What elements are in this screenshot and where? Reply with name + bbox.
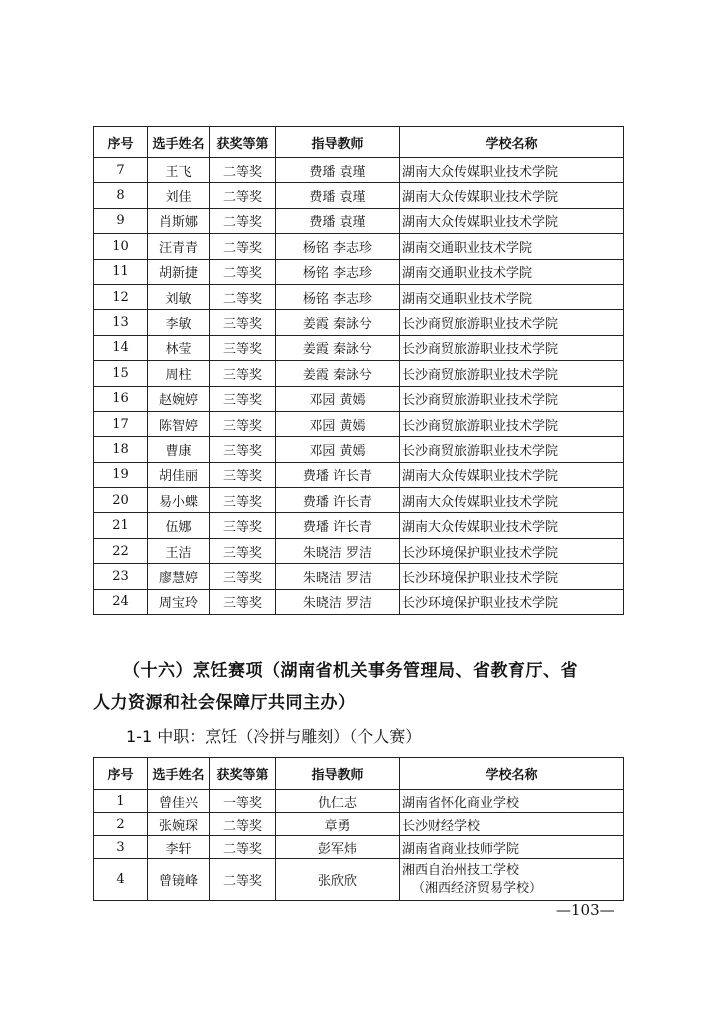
header-school: 学校名称 xyxy=(400,127,624,158)
cell-teacher: 邓园 黄嫣 xyxy=(276,386,400,411)
cell-teacher: 杨铭 李志珍 xyxy=(276,259,400,284)
cell-school: 湖南大众传媒职业技术学院 xyxy=(400,208,624,233)
cell-no: 13 xyxy=(94,310,148,335)
cell-award: 二等奖 xyxy=(210,859,276,901)
cell-teacher: 杨铭 李志珍 xyxy=(276,234,400,259)
cell-name: 肖斯娜 xyxy=(148,208,210,233)
header-school: 学校名称 xyxy=(400,758,624,790)
table-header-row xyxy=(94,127,624,158)
cell-school: 长沙商贸旅游职业技术学院 xyxy=(400,310,624,335)
cell-no: 12 xyxy=(94,284,148,309)
header-award: 获奖等第 xyxy=(210,127,276,158)
cell-school: 长沙商贸旅游职业技术学院 xyxy=(400,361,624,386)
header-no: 序号 xyxy=(94,758,148,790)
cell-no: 9 xyxy=(94,208,148,233)
cell-award: 三等奖 xyxy=(210,411,276,436)
cell-no: 2 xyxy=(94,813,148,836)
cell-teacher: 费璠 袁瑾 xyxy=(276,183,400,208)
cell-name: 易小蝶 xyxy=(148,488,210,513)
cell-school: 湖南省怀化商业学校 xyxy=(400,790,624,813)
cell-school: 长沙环境保护职业技术学院 xyxy=(400,564,624,589)
cell-school: 湖南交通职业技术学院 xyxy=(400,259,624,284)
cell-teacher: 费璠 许长青 xyxy=(276,462,400,487)
cell-school xyxy=(400,859,624,901)
cell-teacher: 姜霞 秦詠兮 xyxy=(276,335,400,360)
table-header-row xyxy=(94,758,624,790)
cell-no: 19 xyxy=(94,462,148,487)
cell-school: 湖南大众传媒职业技术学院 xyxy=(400,183,624,208)
page-number: —103— xyxy=(556,901,615,919)
section-heading xyxy=(93,655,633,719)
table-row xyxy=(94,386,624,411)
cell-school: 湖南大众传媒职业技术学院 xyxy=(400,158,624,183)
table-row xyxy=(94,836,624,859)
cell-name: 汪青青 xyxy=(148,234,210,259)
cell-award: 三等奖 xyxy=(210,437,276,462)
cell-school: 湖南交通职业技术学院 xyxy=(400,234,624,259)
cell-award: 三等奖 xyxy=(210,361,276,386)
cell-award: 二等奖 xyxy=(210,208,276,233)
table-row xyxy=(94,589,624,614)
table-row xyxy=(94,284,624,309)
cell-school: 长沙环境保护职业技术学院 xyxy=(400,538,624,563)
cell-teacher: 费璠 许长青 xyxy=(276,488,400,513)
cell-teacher: 仇仁志 xyxy=(276,790,400,813)
header-name: 选手姓名 xyxy=(148,127,210,158)
cell-award: 二等奖 xyxy=(210,234,276,259)
cell-name: 王飞 xyxy=(148,158,210,183)
cell-teacher: 费璠 袁瑾 xyxy=(276,158,400,183)
cell-teacher: 彭军炜 xyxy=(276,836,400,859)
cell-name: 刘敏 xyxy=(148,284,210,309)
cell-no: 14 xyxy=(94,335,148,360)
cell-name: 陈智婷 xyxy=(148,411,210,436)
cell-award: 二等奖 xyxy=(210,836,276,859)
cell-name: 李敏 xyxy=(148,310,210,335)
table-row xyxy=(94,859,624,901)
table-row xyxy=(94,411,624,436)
cell-name: 林莹 xyxy=(148,335,210,360)
cell-school: 湖南交通职业技术学院 xyxy=(400,284,624,309)
cell-no: 3 xyxy=(94,836,148,859)
cell-name: 赵婉婷 xyxy=(148,386,210,411)
cell-teacher: 朱晓洁 罗洁 xyxy=(276,589,400,614)
cell-teacher: 章勇 xyxy=(276,813,400,836)
table-row xyxy=(94,513,624,538)
cell-school: 长沙商贸旅游职业技术学院 xyxy=(400,411,624,436)
cell-no: 21 xyxy=(94,513,148,538)
cell-school: 湖南大众传媒职业技术学院 xyxy=(400,513,624,538)
header-teacher: 指导教师 xyxy=(276,127,400,158)
cell-award: 三等奖 xyxy=(210,386,276,411)
cell-no: 18 xyxy=(94,437,148,462)
table-row xyxy=(94,813,624,836)
cell-name: 周宝玲 xyxy=(148,589,210,614)
cell-no: 11 xyxy=(94,259,148,284)
cell-school: 湖南省商业技师学院 xyxy=(400,836,624,859)
header-teacher: 指导教师 xyxy=(276,758,400,790)
cell-name: 刘佳 xyxy=(148,183,210,208)
cell-teacher: 费璠 袁瑾 xyxy=(276,208,400,233)
cell-award: 三等奖 xyxy=(210,513,276,538)
header-award: 获奖等第 xyxy=(210,758,276,790)
cell-no: 8 xyxy=(94,183,148,208)
cell-school: 长沙商贸旅游职业技术学院 xyxy=(400,335,624,360)
cell-award: 三等奖 xyxy=(210,310,276,335)
cell-name: 李轩 xyxy=(148,836,210,859)
table-row xyxy=(94,790,624,813)
cell-award: 三等奖 xyxy=(210,564,276,589)
cell-award: 二等奖 xyxy=(210,284,276,309)
cell-name: 曾镜峰 xyxy=(148,859,210,901)
cell-teacher: 杨铭 李志珍 xyxy=(276,284,400,309)
cell-award: 二等奖 xyxy=(210,183,276,208)
cell-award: 三等奖 xyxy=(210,488,276,513)
cell-teacher: 朱晓洁 罗洁 xyxy=(276,538,400,563)
cell-no: 23 xyxy=(94,564,148,589)
table-row xyxy=(94,564,624,589)
cell-name: 胡佳丽 xyxy=(148,462,210,487)
cell-name: 王洁 xyxy=(148,538,210,563)
table-row xyxy=(94,538,624,563)
cell-school: 长沙环境保护职业技术学院 xyxy=(400,589,624,614)
cell-name: 曾佳兴 xyxy=(148,790,210,813)
cell-no: 15 xyxy=(94,361,148,386)
awards-table-body xyxy=(94,158,624,615)
section-heading-line2: 人力资源和社会保障厅共同主办） xyxy=(93,693,356,713)
cell-no: 16 xyxy=(94,386,148,411)
section-heading-line1: （十六）烹饪赛项（湖南省机关事务管理局、省教育厅、省 xyxy=(123,661,578,681)
cell-teacher: 费璠 许长青 xyxy=(276,513,400,538)
cell-no: 20 xyxy=(94,488,148,513)
table-row xyxy=(94,158,624,183)
cell-award: 三等奖 xyxy=(210,335,276,360)
cell-name: 胡新捷 xyxy=(148,259,210,284)
cell-school: 长沙商贸旅游职业技术学院 xyxy=(400,386,624,411)
cell-no: 4 xyxy=(94,859,148,901)
table-row xyxy=(94,462,624,487)
cell-school-line1: 湘西自治州技工学校 xyxy=(402,862,520,878)
cell-name: 张婉琛 xyxy=(148,813,210,836)
table-row xyxy=(94,208,624,233)
table-row xyxy=(94,310,624,335)
cell-no: 22 xyxy=(94,538,148,563)
cell-name: 曹康 xyxy=(148,437,210,462)
cell-name: 伍娜 xyxy=(148,513,210,538)
header-name: 选手姓名 xyxy=(148,758,210,790)
cell-teacher: 朱晓洁 罗洁 xyxy=(276,564,400,589)
cell-no: 1 xyxy=(94,790,148,813)
cell-no: 17 xyxy=(94,411,148,436)
header-no: 序号 xyxy=(94,127,148,158)
cell-school: 长沙财经学校 xyxy=(400,813,624,836)
cell-teacher: 邓园 黄嫣 xyxy=(276,411,400,436)
category-subheading: 1-1 中职：烹饪（冷拼与雕刻）（个人赛） xyxy=(126,727,422,746)
table-row xyxy=(94,335,624,360)
cell-name: 周柱 xyxy=(148,361,210,386)
cell-school-line2: （湘西经济贸易学校） xyxy=(412,880,543,896)
cell-award: 三等奖 xyxy=(210,462,276,487)
cell-award: 二等奖 xyxy=(210,813,276,836)
cell-teacher: 姜霞 秦詠兮 xyxy=(276,310,400,335)
cell-name: 廖慧婷 xyxy=(148,564,210,589)
cell-teacher: 邓园 黄嫣 xyxy=(276,437,400,462)
table-row xyxy=(94,259,624,284)
cooking-awards-table-body xyxy=(94,790,624,859)
table-row xyxy=(94,488,624,513)
cell-award: 二等奖 xyxy=(210,158,276,183)
table-row xyxy=(94,361,624,386)
table-row xyxy=(94,234,624,259)
awards-table-continued xyxy=(93,126,624,615)
cell-award: 一等奖 xyxy=(210,790,276,813)
cell-no: 24 xyxy=(94,589,148,614)
table-row xyxy=(94,183,624,208)
cell-school: 湖南大众传媒职业技术学院 xyxy=(400,488,624,513)
cell-no: 7 xyxy=(94,158,148,183)
cell-award: 三等奖 xyxy=(210,538,276,563)
cell-school: 湖南大众传媒职业技术学院 xyxy=(400,462,624,487)
cell-school: 长沙商贸旅游职业技术学院 xyxy=(400,437,624,462)
cell-award: 三等奖 xyxy=(210,589,276,614)
cell-no: 10 xyxy=(94,234,148,259)
cell-teacher: 姜霞 秦詠兮 xyxy=(276,361,400,386)
cell-teacher: 张欣欣 xyxy=(276,859,400,901)
table-row xyxy=(94,437,624,462)
cooking-awards-table xyxy=(93,757,624,901)
cell-award: 二等奖 xyxy=(210,259,276,284)
